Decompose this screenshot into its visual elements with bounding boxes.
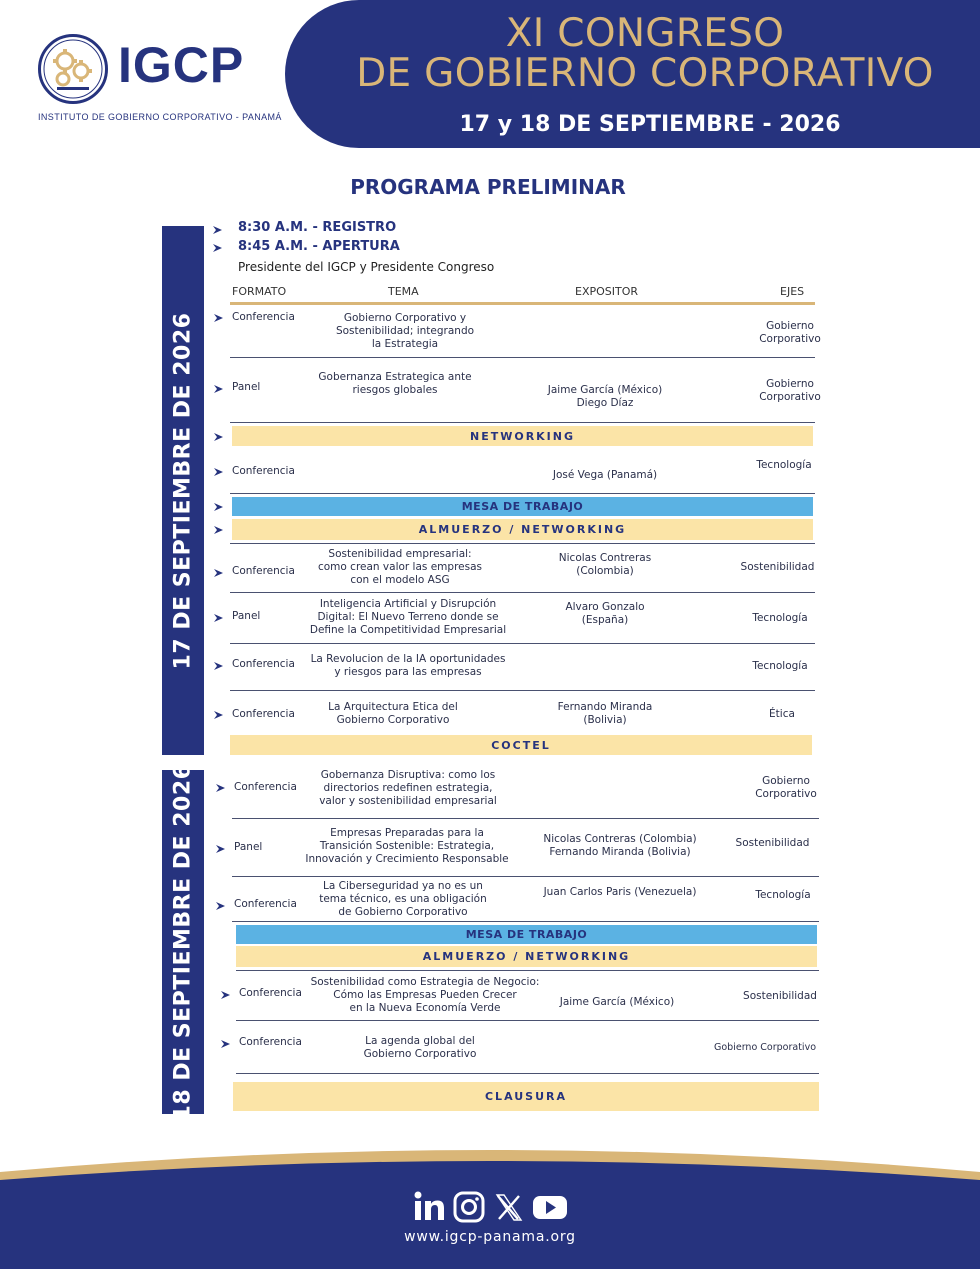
col-header-tema: TEMA <box>388 285 419 298</box>
row-eje: Gobierno Corporativo <box>759 320 821 345</box>
row-divider <box>232 818 819 819</box>
row-eje: Tecnología <box>755 889 811 901</box>
row-divider <box>230 543 815 544</box>
bullet-arrow-icon <box>216 784 225 792</box>
bullet-arrow-icon <box>213 226 222 234</box>
row-divider <box>230 422 815 423</box>
logo-wordmark: IGCP <box>118 37 245 93</box>
row-eje: Ética <box>769 708 795 720</box>
row-expositor: Juan Carlos Paris (Venezuela) <box>543 886 697 898</box>
bullet-arrow-icon <box>216 845 225 853</box>
row-tema: Empresas Preparadas para la Transición Sostenible: Estrategia, Innovación y Crecimiento Responsable <box>305 827 509 865</box>
logo-subtitle: INSTITUTO DE GOBIERNO CORPORATIVO - PANAMÁ <box>38 112 282 122</box>
row-formato: Conferencia <box>234 898 297 910</box>
row-divider <box>230 357 815 358</box>
row-formato: Panel <box>232 381 261 393</box>
instagram-icon[interactable] <box>452 1190 486 1224</box>
row-divider <box>230 592 815 593</box>
row-formato: Panel <box>232 610 261 622</box>
congress-title-line1: XI CONGRESO <box>505 11 785 56</box>
almuerzo-networking-band: ALMUERZO / NETWORKING <box>232 519 813 540</box>
col-header-expositor: EXPOSITOR <box>575 285 639 298</box>
day1-date-bar <box>162 226 204 755</box>
col-header-formato: FORMATO <box>232 285 287 298</box>
row-tema: Inteligencia Artificial y Disrupción Digital: El Nuevo Terreno donde se Define la Competitividad Empresarial <box>309 598 507 636</box>
registro-time: 8:30 A.M. - REGISTRO <box>238 220 397 235</box>
apertura-time: 8:45 A.M. - APERTURA <box>238 239 400 254</box>
row-expositor: Nicolas Contreras (Colombia) <box>558 552 652 577</box>
row-tema: Gobernanza Disruptiva: como los directorios redefinen estrategia, valor y sostenibilidad empresarial <box>319 769 497 807</box>
clausura-band: CLAUSURA <box>233 1082 819 1111</box>
col-header-ejes: EJES <box>780 285 805 298</box>
row-formato: Conferencia <box>239 987 302 999</box>
row-eje: Sostenibilidad <box>740 561 815 573</box>
congress-title-line2: DE GOBIERNO CORPORATIVO <box>356 51 934 96</box>
day2-date-label: 18 DE SEPTIEMBRE DE 2026 <box>170 763 196 1121</box>
row-expositor: José Vega (Panamá) <box>552 469 658 481</box>
bullet-arrow-icon <box>216 902 225 910</box>
row-formato: Conferencia <box>232 658 295 670</box>
row-eje: Tecnología <box>752 612 808 624</box>
row-divider <box>230 493 815 494</box>
apertura-speakers: Presidente del IGCP y Presidente Congreso <box>238 260 495 274</box>
bullet-arrow-icon <box>221 991 230 999</box>
networking-band: NETWORKING <box>232 426 813 446</box>
row-tema: Sostenibilidad empresarial: como crean valor las empresas con el modelo ASG <box>317 548 482 586</box>
row-formato: Conferencia <box>232 465 295 477</box>
row-formato: Conferencia <box>232 565 295 577</box>
mesa-de-trabajo-band: MESA DE TRABAJO <box>232 497 813 516</box>
youtube-icon[interactable] <box>532 1190 568 1224</box>
linkedin-icon[interactable] <box>412 1190 446 1224</box>
row-divider <box>230 643 815 644</box>
bullet-arrow-icon <box>214 662 223 670</box>
row-eje: Gobierno Corporativo <box>759 378 821 403</box>
bullet-arrow-icon <box>221 1040 230 1048</box>
row-eje: Gobierno Corporativo <box>755 775 817 800</box>
row-divider <box>236 1073 819 1074</box>
bullet-arrow-icon <box>214 614 223 622</box>
igcp-logo <box>38 34 282 124</box>
row-tema: Gobierno Corporativo y Sostenibilidad; integrando la Estrategia <box>335 312 475 350</box>
row-tema: La Arquitectura Etica del Gobierno Corporativo <box>328 701 458 726</box>
congress-title <box>285 11 980 96</box>
bullet-arrow-icon <box>213 244 222 252</box>
row-tema: La Revolucion de la IA oportunidades y riesgos para las empresas <box>310 653 506 678</box>
row-eje: Tecnología <box>756 459 812 471</box>
row-formato: Conferencia <box>239 1036 302 1048</box>
bullet-arrow-icon <box>214 569 223 577</box>
row-expositor: Jaime García (México) <box>559 996 675 1008</box>
row-tema: La agenda global del Gobierno Corporativo <box>363 1035 477 1060</box>
row-divider <box>236 970 819 971</box>
row-tema: Sostenibilidad como Estrategia de Negocio: Cómo las Empresas Pueden Crecer en la Nueva Economía Verde <box>310 976 540 1014</box>
row-expositor: Alvaro Gonzalo (España) <box>565 601 645 626</box>
row-expositor: Jaime García (México) Diego Díaz <box>547 384 663 409</box>
row-divider <box>236 1020 819 1021</box>
congress-date: 17 y 18 DE SEPTIEMBRE - 2026 <box>459 112 841 137</box>
day1-date-label: 17 DE SEPTIEMBRE DE 2026 <box>170 312 196 669</box>
mesa-de-trabajo-band: MESA DE TRABAJO <box>236 925 817 944</box>
row-formato: Conferencia <box>232 708 295 720</box>
row-eje: Sostenibilidad <box>735 837 810 849</box>
almuerzo-networking-band: ALMUERZO / NETWORKING <box>236 946 817 967</box>
row-formato: Conferencia <box>234 781 297 793</box>
bullet-arrow-icon <box>214 468 223 476</box>
row-formato: Panel <box>234 841 263 853</box>
row-expositor: Nicolas Contreras (Colombia) Fernando Miranda (Bolivia) <box>543 833 697 858</box>
bullet-arrow-icon <box>214 711 223 719</box>
bullet-arrow-icon <box>214 385 223 393</box>
website-link[interactable]: www.igcp-panama.org <box>404 1229 576 1245</box>
gears-emblem-icon <box>38 34 108 104</box>
row-divider <box>232 921 819 922</box>
social-links <box>408 1190 572 1224</box>
coctel-band: COCTEL <box>230 735 812 755</box>
header-divider <box>230 302 815 305</box>
row-divider <box>232 876 819 877</box>
bullet-arrow-icon <box>214 503 223 511</box>
row-eje: Tecnología <box>752 660 808 672</box>
row-eje: Sostenibilidad <box>743 990 817 1002</box>
row-eje: Gobierno Corporativo <box>714 1042 816 1053</box>
program-title: PROGRAMA PRELIMINAR <box>350 175 626 199</box>
row-divider <box>230 690 815 691</box>
bullet-arrow-icon <box>214 526 223 534</box>
bullet-arrow-icon <box>214 314 223 322</box>
day2-date-bar <box>162 763 204 1121</box>
x-icon[interactable] <box>492 1190 526 1224</box>
row-tema: Gobernanza Estrategica ante riesgos globales <box>318 371 472 396</box>
row-expositor: Fernando Miranda (Bolivia) <box>557 701 653 726</box>
row-tema: La Ciberseguridad ya no es un tema técnico, es una obligación de Gobierno Corporativo <box>319 880 487 918</box>
row-formato: Conferencia <box>232 311 295 323</box>
bullet-arrow-icon <box>214 433 223 441</box>
